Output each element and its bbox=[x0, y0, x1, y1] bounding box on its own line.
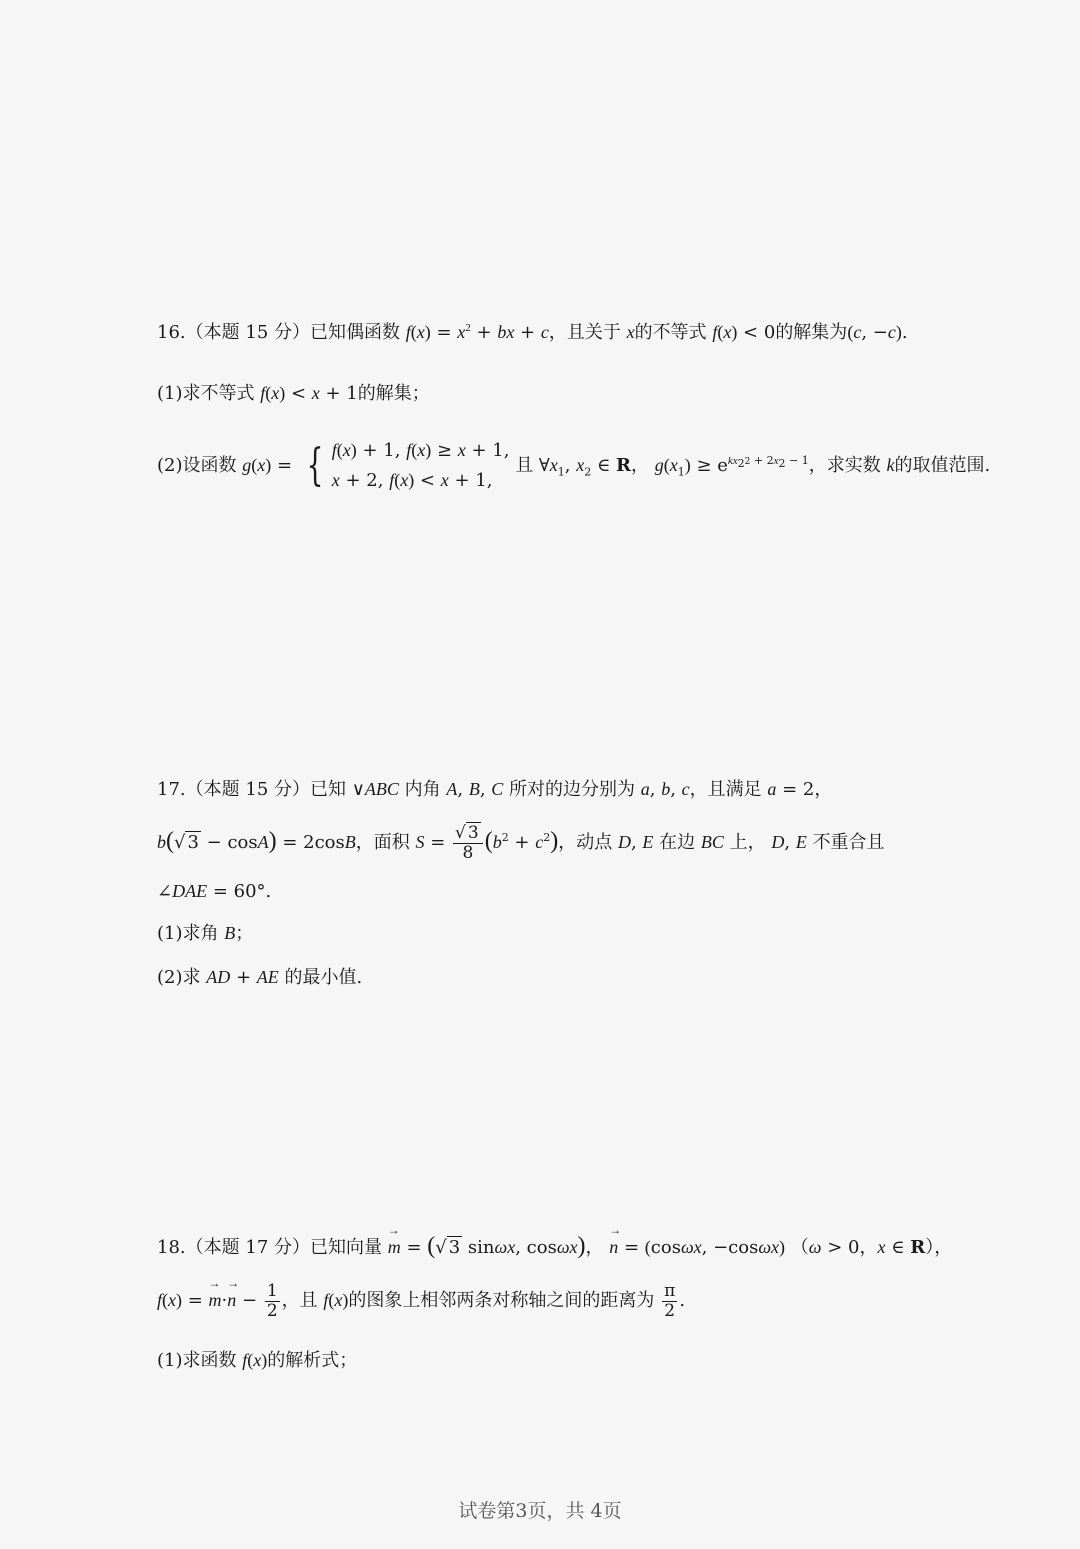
problem-17-statement: 17.（本题 15 分）已知 ∨ABC 内角 A, B, C 所对的边分别为 a, b, c，且满足 a = 2， bbox=[157, 779, 833, 800]
page-footer: 试卷第3页，共 4页 bbox=[458, 1500, 622, 1522]
piecewise-cases: f(x) + 1, f(x) ≥ x + 1, x + 2, f(x) < x + 1, bbox=[331, 440, 510, 491]
problem-18-statement: 18.（本题 17 分）已知向量 → m = (√ 3 sinωx, cosωx)， → n = (cosωx, −cosωx) （ω > 0，x ∈ R）， bbox=[157, 1232, 952, 1261]
problem-18-statement-line-2: f(x) = → m·→ n − $\frac{1}{2}$ ，且 f(x)的图象上相邻两条对称轴之间的距离为 $\frac{\pi}{2}$ . bbox=[157, 1282, 685, 1320]
problem-17-part-2: (2)求 AD + AE 的最小值. bbox=[157, 967, 363, 988]
problem-16-statement: 16.（本题 15 分）已知偶函数 $f(x) = x^2$ + bx + c，且关于 x的不等式 f(x) < 0的解集为(c, −c). bbox=[157, 322, 908, 343]
problem-18-part-1: (1)求函数 f(x)的解析式； bbox=[157, 1350, 358, 1371]
problem-17-statement-line-2: b(√ 3 − cosA) = 2cosB，面积 S = $\frac{√ 3}{8}$ $(b^2 + c^2)$，动点 D, E 在边 BC 上， D, E 不重合且 bbox=[157, 823, 885, 863]
problem-16-part-2: (2)设函数 g(x) = { f(x) + 1, f(x) ≥ x + 1, x + 2, f(x) < x + 1, 且 $\forall x_1$, $x_2$ ∈ R， $g(x_1) \ge e^{kx_22 + 2x_2 - 1}$，求实数 k的取值范围. bbox=[157, 436, 990, 496]
problem-17-angle-condition: ∠DAE = 60°. bbox=[157, 881, 272, 902]
problem-17-part-1: (1)求角 B； bbox=[157, 923, 254, 944]
problem-16-part-1: (1)求不等式 f(x) < x + 1的解集； bbox=[157, 383, 430, 404]
